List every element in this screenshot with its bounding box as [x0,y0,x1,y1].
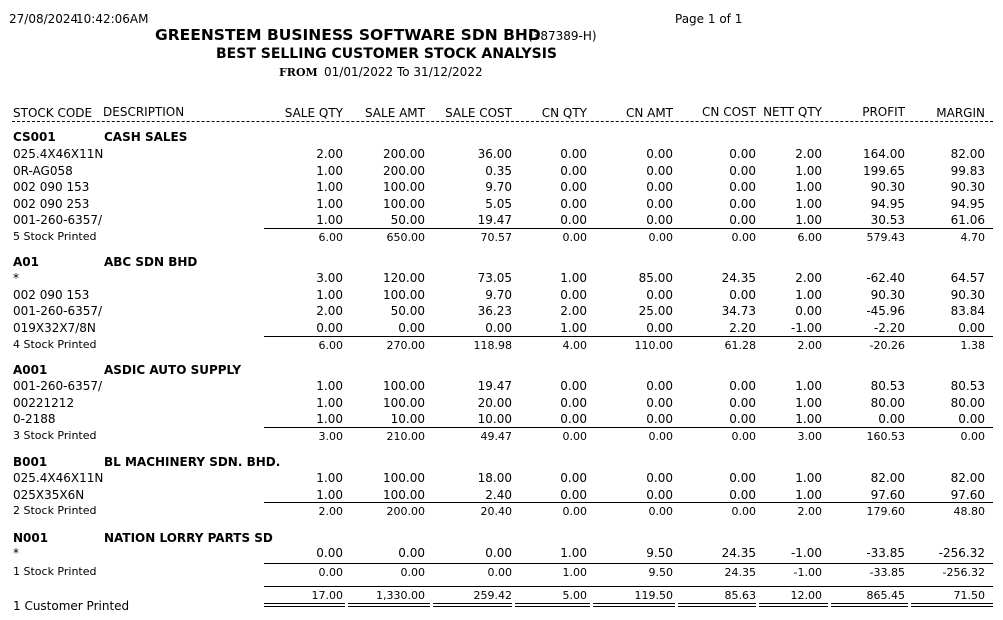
row-cn-qty: 0.00 [560,213,587,227]
company-name: GREENSTEM BUSINESS SOFTWARE SDN BHD [155,26,541,44]
row-sale-amt: 120.00 [383,271,425,285]
row-cn-cost: 2.20 [729,321,756,335]
row-profit: -33.85 [866,546,905,560]
subtotal-margin: -256.32 [942,566,985,579]
row-nett-qty: 1.00 [795,213,822,227]
subtotal-margin: 4.70 [960,231,985,244]
row-cn-amt: 0.00 [646,321,673,335]
row-sale-amt: 10.00 [390,412,425,426]
customer-code: B001 [13,455,48,469]
row-sale-qty: 0.00 [316,321,343,335]
row-sale-qty: 1.00 [316,412,343,426]
row-cn-cost: 0.00 [729,213,756,227]
row-margin: 82.00 [950,471,985,485]
stock-code: 025.4X46X11N [13,147,104,161]
row-cn-amt: 0.00 [646,412,673,426]
grand-total-rule [264,586,993,587]
subtotal-margin: 48.80 [953,505,985,518]
subtotal-sale-qty: 2.00 [318,505,343,518]
customer-printed-count: 1 Customer Printed [13,599,130,613]
customer-code: CS001 [13,130,56,144]
row-cn-amt: 0.00 [646,147,673,161]
row-sale-amt: 100.00 [383,471,425,485]
row-sale-amt: 0.00 [398,546,425,560]
row-sale-cost: 0.00 [485,546,512,560]
row-margin: 61.06 [950,213,985,227]
row-cn-amt: 25.00 [638,304,673,318]
grand-total-sale-cost: 259.42 [473,589,512,602]
row-sale-qty: 1.00 [316,288,343,302]
row-cn-qty: 0.00 [560,197,587,211]
row-sale-cost: 5.05 [485,197,512,211]
subtotal-rule [264,336,993,337]
col-description: DESCRIPTION [103,105,185,119]
customer-code: A01 [13,255,39,269]
row-cn-amt: 0.00 [646,471,673,485]
grand-total-margin: 71.50 [953,589,985,602]
col-sale-amt: SALE AMT [364,106,425,120]
row-sale-cost: 2.40 [485,488,512,502]
row-nett-qty: 1.00 [795,412,822,426]
row-sale-amt: 200.00 [383,164,425,178]
company-reg-no: (387389-H) [528,29,597,43]
row-nett-qty: 1.00 [795,197,822,211]
row-cn-amt: 0.00 [646,197,673,211]
row-profit: -62.40 [866,271,905,285]
row-cn-amt: 0.00 [646,180,673,194]
row-cn-qty: 0.00 [560,147,587,161]
row-cn-amt: 85.00 [638,271,673,285]
row-sale-cost: 10.00 [477,412,512,426]
row-margin: -256.32 [938,546,985,560]
row-cn-amt: 0.00 [646,488,673,502]
subtotal-cn-qty: 1.00 [562,566,587,579]
col-cn-cost: CN COST [702,105,756,119]
row-cn-cost: 0.00 [729,164,756,178]
row-sale-cost: 36.23 [477,304,512,318]
subtotal-nett-qty: 3.00 [797,430,822,443]
col-sale-cost: SALE COST [445,106,512,120]
customer-name: CASH SALES [104,130,188,144]
subtotal-rule [264,563,993,564]
stock-code: 002 090 153 [13,180,90,194]
col-profit: PROFIT [862,105,905,119]
row-sale-amt: 100.00 [383,488,425,502]
subtotal-sale-cost: 49.47 [480,430,512,443]
row-nett-qty: 2.00 [795,271,822,285]
subtotal-margin: 0.00 [960,430,985,443]
row-cn-cost: 0.00 [729,197,756,211]
stock-code: 002 090 153 [13,288,90,302]
row-sale-qty: 1.00 [316,213,343,227]
subtotal-profit: -33.85 [869,566,905,579]
subtotal-sale-cost: 118.98 [473,339,512,352]
date-range: 01/01/2022 To 31/12/2022 [324,65,483,79]
subtotal-margin: 1.38 [960,339,985,352]
subtotal-cn-amt: 0.00 [648,430,673,443]
row-margin: 90.30 [950,180,985,194]
subtotal-cn-amt: 0.00 [648,505,673,518]
row-profit: -2.20 [873,321,905,335]
subtotal-sale-qty: 0.00 [318,566,343,579]
subtotal-cn-amt: 0.00 [648,231,673,244]
subtotal-cn-cost: 24.35 [724,566,756,579]
customer-name: BL MACHINERY SDN. BHD. [104,455,281,469]
stock-code: 025.4X46X11N [13,471,104,485]
row-margin: 64.57 [950,271,985,285]
row-nett-qty: 1.00 [795,471,822,485]
stock-printed-count: 4 Stock Printed [13,338,97,351]
row-nett-qty: 0.00 [795,304,822,318]
subtotal-rule [264,427,993,428]
subtotal-sale-cost: 20.40 [480,505,512,518]
row-cn-cost: 24.35 [721,546,756,560]
row-sale-qty: 0.00 [316,546,343,560]
subtotal-nett-qty: 6.00 [797,231,822,244]
col-nett-qty: NETT QTY [763,105,822,119]
subtotal-sale-qty: 3.00 [318,430,343,443]
row-margin: 90.30 [950,288,985,302]
subtotal-sale-qty: 6.00 [318,339,343,352]
row-nett-qty: 2.00 [795,147,822,161]
row-sale-qty: 1.00 [316,488,343,502]
grand-total-double-rule [678,603,756,607]
row-cn-amt: 0.00 [646,213,673,227]
subtotal-cn-qty: 0.00 [562,231,587,244]
subtotal-sale-cost: 70.57 [480,231,512,244]
stock-printed-count: 5 Stock Printed [13,230,97,243]
row-cn-amt: 0.00 [646,379,673,393]
row-nett-qty: 1.00 [795,180,822,194]
subtotal-sale-amt: 210.00 [386,430,425,443]
row-profit: 90.30 [870,288,905,302]
row-sale-qty: 2.00 [316,304,343,318]
row-cn-cost: 0.00 [729,488,756,502]
row-profit: 82.00 [870,471,905,485]
row-margin: 83.84 [950,304,985,318]
stock-code: 00221212 [13,396,75,410]
row-profit: 199.65 [863,164,905,178]
subtotal-cn-cost: 61.28 [724,339,756,352]
row-margin: 99.83 [950,164,985,178]
subtotal-sale-cost: 0.00 [487,566,512,579]
row-cn-qty: 1.00 [560,321,587,335]
row-margin: 0.00 [958,412,985,426]
row-margin: 0.00 [958,321,985,335]
row-cn-amt: 0.00 [646,164,673,178]
row-profit: 0.00 [878,412,905,426]
stock-code: 019X32X7/8N [13,321,96,335]
row-nett-qty: -1.00 [790,321,822,335]
grand-total-sale-amt: 1,330.00 [376,589,425,602]
row-sale-amt: 50.00 [390,213,425,227]
row-cn-cost: 0.00 [729,396,756,410]
stock-code: * [13,271,19,285]
print-time: 10:42:06AM [76,12,149,26]
subtotal-sale-amt: 650.00 [386,231,425,244]
row-nett-qty: 1.00 [795,164,822,178]
stock-printed-count: 2 Stock Printed [13,504,97,517]
subtotal-rule [264,502,993,503]
grand-total-double-rule [348,603,430,607]
grand-total-cn-qty: 5.00 [562,589,587,602]
row-cn-qty: 0.00 [560,471,587,485]
row-cn-amt: 0.00 [646,288,673,302]
grand-total-double-rule [911,603,993,607]
subtotal-profit: 579.43 [866,231,905,244]
row-sale-amt: 100.00 [383,197,425,211]
grand-total-double-rule [515,603,590,607]
subtotal-sale-amt: 0.00 [400,566,425,579]
stock-code: 001-260-6357/ [13,304,103,318]
row-margin: 82.00 [950,147,985,161]
grand-total-cn-amt: 119.50 [634,589,673,602]
col-margin: MARGIN [936,106,985,120]
row-sale-qty: 1.00 [316,396,343,410]
row-profit: 90.30 [870,180,905,194]
row-cn-qty: 0.00 [560,379,587,393]
subtotal-nett-qty: 2.00 [797,505,822,518]
subtotal-profit: 160.53 [866,430,905,443]
row-sale-amt: 100.00 [383,396,425,410]
row-sale-cost: 0.35 [485,164,512,178]
row-sale-amt: 50.00 [390,304,425,318]
row-sale-cost: 73.05 [477,271,512,285]
row-margin: 94.95 [950,197,985,211]
subtotal-sale-amt: 200.00 [386,505,425,518]
subtotal-rule [264,228,993,229]
grand-total-double-rule [433,603,512,607]
grand-total-double-rule [831,603,908,607]
row-nett-qty: 1.00 [795,288,822,302]
row-profit: 97.60 [870,488,905,502]
row-margin: 80.00 [950,396,985,410]
grand-total-sale-qty: 17.00 [311,589,343,602]
row-profit: 80.53 [870,379,905,393]
row-cn-qty: 0.00 [560,396,587,410]
customer-code: A001 [13,363,48,377]
subtotal-cn-qty: 0.00 [562,505,587,518]
stock-code: 002 090 253 [13,197,90,211]
from-label: FROM [279,66,318,79]
row-sale-cost: 9.70 [485,288,512,302]
grand-total-double-rule [593,603,675,607]
col-stock-code: STOCK CODE [13,106,93,120]
col-cn-amt: CN AMT [625,106,673,120]
stock-code: 025X35X6N [13,488,85,502]
grand-total-double-rule [759,603,828,607]
stock-code: 001-260-6357/ [13,213,103,227]
row-cn-qty: 0.00 [560,412,587,426]
row-sale-amt: 200.00 [383,147,425,161]
row-sale-amt: 100.00 [383,288,425,302]
row-cn-qty: 0.00 [560,180,587,194]
subtotal-cn-amt: 9.50 [648,566,673,579]
subtotal-sale-qty: 6.00 [318,231,343,244]
row-sale-qty: 1.00 [316,197,343,211]
grand-total-profit: 865.45 [866,589,905,602]
row-cn-qty: 0.00 [560,488,587,502]
subtotal-cn-qty: 0.00 [562,430,587,443]
grand-total-cn-cost: 85.63 [724,589,756,602]
row-nett-qty: -1.00 [790,546,822,560]
row-margin: 80.53 [950,379,985,393]
row-profit: 80.00 [870,396,905,410]
row-sale-cost: 36.00 [477,147,512,161]
row-nett-qty: 1.00 [795,379,822,393]
customer-name: ABC SDN BHD [104,255,198,269]
page-number: Page 1 of 1 [675,12,743,26]
row-nett-qty: 1.00 [795,396,822,410]
subtotal-cn-cost: 0.00 [731,505,756,518]
row-cn-qty: 0.00 [560,164,587,178]
row-cn-cost: 0.00 [729,412,756,426]
row-sale-amt: 100.00 [383,180,425,194]
header-divider [12,121,993,122]
subtotal-cn-qty: 4.00 [562,339,587,352]
row-sale-qty: 1.00 [316,164,343,178]
row-sale-cost: 19.47 [477,213,512,227]
stock-code: 001-260-6357/ [13,379,103,393]
stock-printed-count: 3 Stock Printed [13,429,97,442]
col-sale-qty: SALE QTY [284,106,343,120]
subtotal-sale-amt: 270.00 [386,339,425,352]
stock-printed-count: 1 Stock Printed [13,565,97,578]
row-cn-cost: 0.00 [729,288,756,302]
row-cn-qty: 0.00 [560,288,587,302]
stock-code: * [13,546,19,560]
row-cn-amt: 9.50 [646,546,673,560]
grand-total-nett-qty: 12.00 [790,589,822,602]
row-cn-cost: 0.00 [729,379,756,393]
row-sale-qty: 1.00 [316,379,343,393]
row-nett-qty: 1.00 [795,488,822,502]
subtotal-nett-qty: -1.00 [793,566,822,579]
row-sale-cost: 18.00 [477,471,512,485]
row-sale-cost: 9.70 [485,180,512,194]
row-profit: -45.96 [866,304,905,318]
row-margin: 97.60 [950,488,985,502]
grand-total-double-rule [264,603,345,607]
row-cn-cost: 0.00 [729,180,756,194]
row-cn-cost: 0.00 [729,471,756,485]
row-cn-cost: 24.35 [721,271,756,285]
row-sale-cost: 19.47 [477,379,512,393]
row-cn-qty: 2.00 [560,304,587,318]
row-profit: 164.00 [863,147,905,161]
customer-name: ASDIC AUTO SUPPLY [104,363,242,377]
row-sale-qty: 3.00 [316,271,343,285]
report-title: BEST SELLING CUSTOMER STOCK ANALYSIS [216,46,558,62]
row-sale-cost: 0.00 [485,321,512,335]
row-cn-cost: 0.00 [729,147,756,161]
subtotal-profit: -20.26 [869,339,905,352]
row-sale-amt: 0.00 [398,321,425,335]
row-cn-qty: 1.00 [560,546,587,560]
col-cn-qty: CN QTY [541,106,587,120]
row-sale-qty: 1.00 [316,471,343,485]
row-cn-cost: 34.73 [721,304,756,318]
row-sale-cost: 20.00 [477,396,512,410]
customer-code: N001 [13,531,49,545]
row-sale-amt: 100.00 [383,379,425,393]
subtotal-cn-cost: 0.00 [731,430,756,443]
row-profit: 30.53 [870,213,905,227]
row-sale-qty: 2.00 [316,147,343,161]
row-cn-qty: 1.00 [560,271,587,285]
row-cn-amt: 0.00 [646,396,673,410]
stock-code: 0-2188 [13,412,56,426]
subtotal-cn-amt: 110.00 [634,339,673,352]
print-date: 27/08/2024 [9,12,79,26]
subtotal-cn-cost: 0.00 [731,231,756,244]
subtotal-nett-qty: 2.00 [797,339,822,352]
row-profit: 94.95 [870,197,905,211]
customer-name: NATION LORRY PARTS SD [104,531,273,545]
subtotal-profit: 179.60 [866,505,905,518]
stock-code: 0R-AG058 [13,164,73,178]
row-sale-qty: 1.00 [316,180,343,194]
